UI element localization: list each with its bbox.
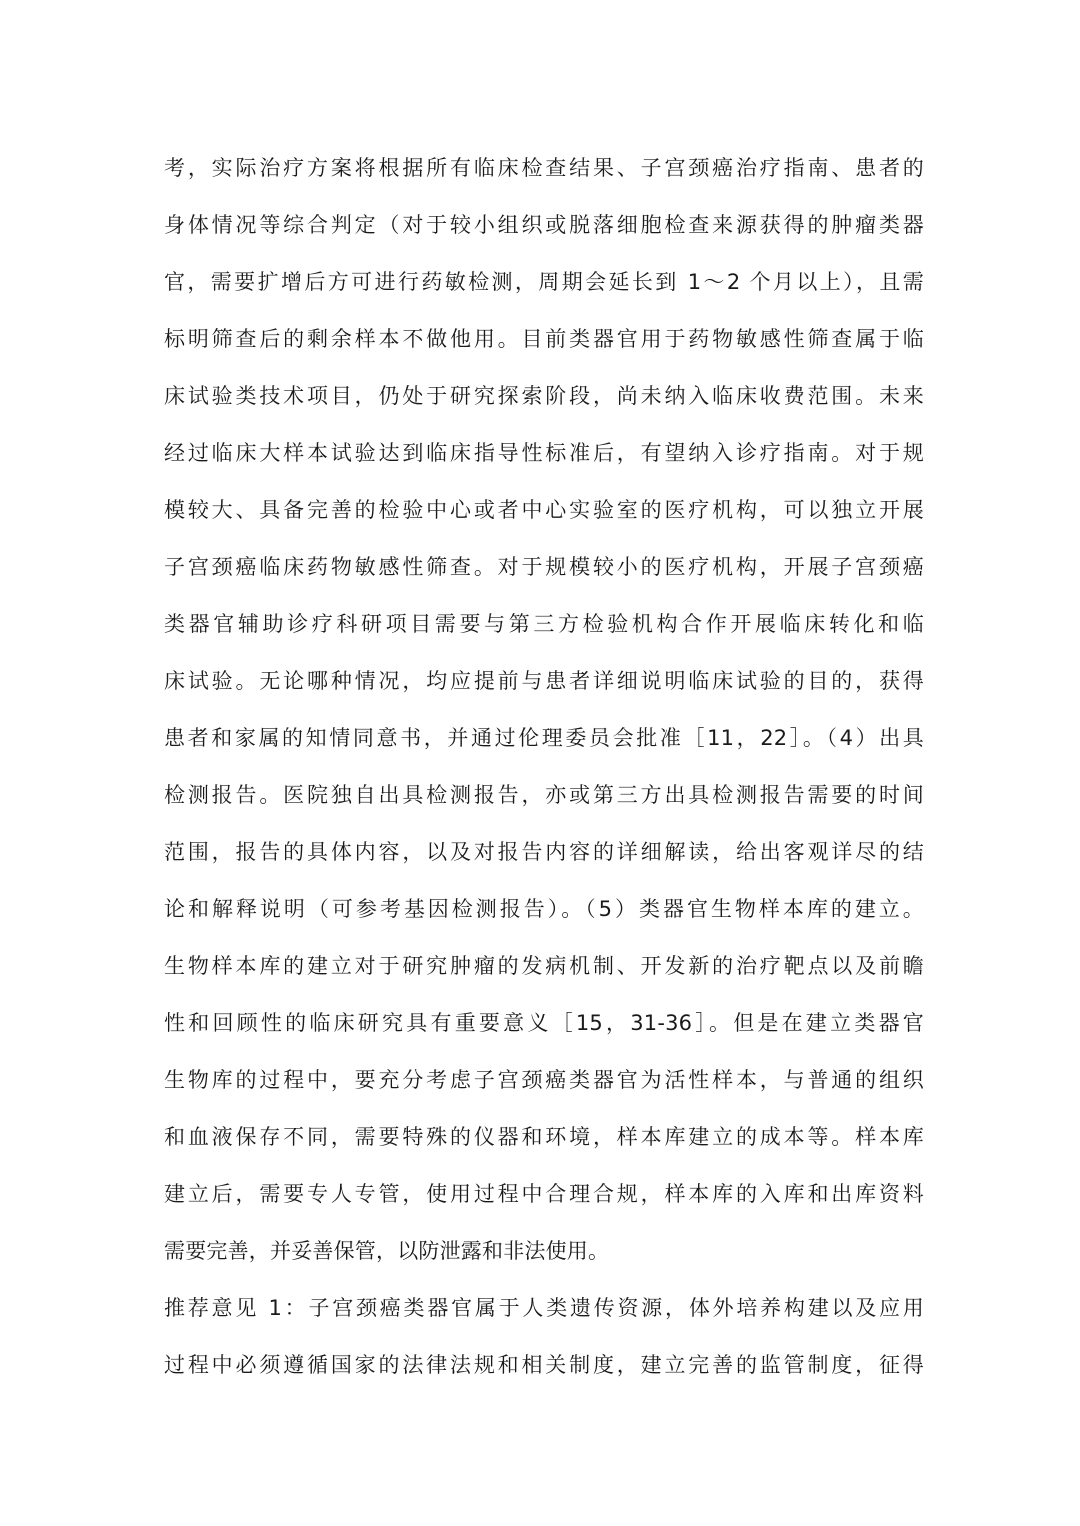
text-line: 类器官辅助诊疗科研项目需要与第三方检验机构合作开展临床转化和临 xyxy=(164,612,924,636)
text-line: 论和解释说明（可参考基因检测报告）。（5）类器官生物样本库的建立。 xyxy=(164,897,924,921)
text-line: 生物样本库的建立对于研究肿瘤的发病机制、开发新的治疗靶点以及前瞻 xyxy=(164,954,924,978)
recommendation-line: 过程中必须遵循国家的法律法规和相关制度，建立完善的监管制度，征得 xyxy=(164,1353,924,1377)
text-line: 子宫颈癌临床药物敏感性筛查。对于规模较小的医疗机构，开展子宫颈癌 xyxy=(164,555,924,579)
text-line: 身体情况等综合判定（对于较小组织或脱落细胞检查来源获得的肿瘤类器 xyxy=(164,213,924,237)
text-line: 需要完善，并妥善保管，以防泄露和非法使用。 xyxy=(164,1239,610,1263)
text-line: 患者和家属的知情同意书，并通过伦理委员会批准［11，22］。（4）出具 xyxy=(164,726,924,750)
text-line: 和血液保存不同，需要特殊的仪器和环境，样本库建立的成本等。样本库 xyxy=(164,1125,924,1149)
text-line: 标明筛查后的剩余样本不做他用。目前类器官用于药物敏感性筛查属于临 xyxy=(164,327,924,351)
text-line: 考，实际治疗方案将根据所有临床检查结果、子宫颈癌治疗指南、患者的 xyxy=(164,156,924,180)
text-line: 检测报告。医院独自出具检测报告，亦或第三方出具检测报告需要的时间 xyxy=(164,783,924,807)
text-line: 生物库的过程中，要充分考虑子宫颈癌类器官为活性样本，与普通的组织 xyxy=(164,1068,924,1092)
body-text xyxy=(164,140,924,1394)
text-line: 官，需要扩增后方可进行药敏检测，周期会延长到 1～2 个月以上），且需 xyxy=(164,270,924,294)
recommendation-line: 推荐意见 1：子宫颈癌类器官属于人类遗传资源，体外培养构建以及应用 xyxy=(164,1296,924,1320)
text-line: 范围，报告的具体内容，以及对报告内容的详细解读，给出客观详尽的结 xyxy=(164,840,924,864)
text-line: 床试验类技术项目，仍处于研究探索阶段，尚未纳入临床收费范围。未来 xyxy=(164,384,924,408)
text-line: 建立后，需要专人专管，使用过程中合理合规，样本库的入库和出库资料 xyxy=(164,1182,924,1206)
text-line: 性和回顾性的临床研究具有重要意义［15，31-36］。但是在建立类器官 xyxy=(164,1011,924,1035)
text-line: 经过临床大样本试验达到临床指导性标准后，有望纳入诊疗指南。对于规 xyxy=(164,441,924,465)
text-line: 模较大、具备完善的检验中心或者中心实验室的医疗机构，可以独立开展 xyxy=(164,498,924,522)
text-line: 床试验。无论哪种情况，均应提前与患者详细说明临床试验的目的，获得 xyxy=(164,669,924,693)
